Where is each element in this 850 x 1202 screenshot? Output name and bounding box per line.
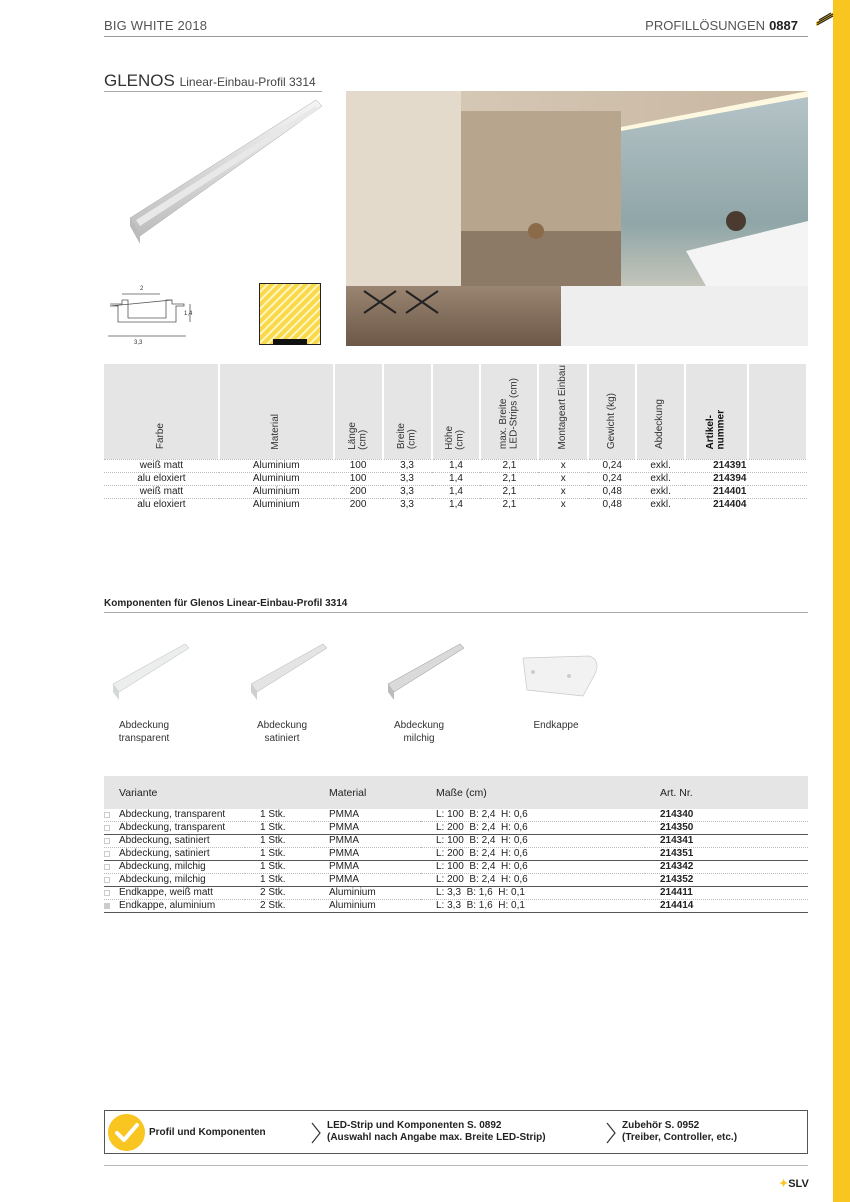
component-cover-transparent [94, 640, 194, 745]
cover-transparent-image [99, 640, 189, 705]
spec-row [104, 472, 807, 485]
cell-material: PMMA [314, 848, 421, 861]
component-cover-milky [369, 640, 469, 745]
header-masse: Maße (cm) [421, 776, 645, 809]
cell-gewicht: 0,48 [588, 498, 636, 511]
spec-row [104, 498, 807, 511]
footer-divider [104, 1165, 808, 1166]
cell-art: 214394 [685, 472, 748, 485]
spec-header-breite: Breite (cm) [383, 364, 432, 459]
cell-qty: 1 Stk. [245, 822, 314, 835]
components-divider [104, 612, 808, 613]
cell-gewicht: 0,24 [588, 459, 636, 472]
cell-art: 214404 [685, 498, 748, 511]
workflow-step-1: Profil und Komponenten [149, 1127, 266, 1138]
cell-montage: x [538, 498, 588, 511]
cover-milky-image [374, 640, 464, 705]
section-name: PROFILLÖSUNGEN [645, 18, 766, 33]
cell-masse: L: 200 B: 2,4 H: 0,6 [421, 848, 645, 861]
cell-laenge: 200 [334, 485, 383, 498]
cell-hoehe: 1,4 [432, 485, 481, 498]
workflow-step-3: Zubehör S. 0952 (Treiber, Controller, etc.) [622, 1120, 738, 1143]
dim-height-label: 1,4 [184, 311, 193, 317]
cell-material: Aluminium [314, 887, 421, 900]
row-checkbox [104, 890, 110, 896]
profile-product-image [126, 96, 326, 246]
component-label: satiniert [264, 733, 300, 744]
cell-art: 214350 [645, 822, 808, 835]
cell-art: 214340 [645, 809, 808, 822]
cell-breite: 3,3 [383, 485, 432, 498]
endcap-image [511, 640, 601, 705]
workflow-step-2: LED-Strip und Komponenten S. 0892 (Auswahl nach Angabe max. Breite LED-Strip) [327, 1120, 546, 1143]
product-subtitle: Linear-Einbau-Profil 3314 [179, 75, 316, 89]
cell-farbe: alu eloxiert [104, 472, 219, 485]
spec-header-max-breite: max. Breite LED-Strips (cm) [480, 364, 538, 459]
cell-qty: 1 Stk. [245, 848, 314, 861]
spec-header-row [104, 364, 807, 459]
spec-header-laenge: Länge (cm) [334, 364, 383, 459]
cell-material: Aluminium [314, 900, 421, 913]
cell-laenge: 100 [334, 472, 383, 485]
component-label: Abdeckung [393, 720, 445, 731]
cell-material: PMMA [314, 809, 421, 822]
page-number: 0887 [769, 18, 798, 33]
spec-table [104, 364, 808, 511]
cell-masse: L: 100 B: 2,4 H: 0,6 [421, 809, 645, 822]
component-endcap [506, 640, 606, 732]
cell-material: Aluminium [219, 485, 334, 498]
cell-qty: 2 Stk. [245, 887, 314, 900]
spec-header-abdeckung: Abdeckung [636, 364, 685, 459]
cell-maxb: 2,1 [480, 498, 538, 511]
component-label: Abdeckung [118, 720, 170, 731]
cell-art: 214401 [685, 485, 748, 498]
variant-row [104, 835, 808, 848]
cell-material: PMMA [314, 822, 421, 835]
cell-art: 214351 [645, 848, 808, 861]
variant-row [104, 874, 808, 887]
catalog-name: BIG WHITE 2018 [104, 18, 208, 33]
row-checkbox [104, 864, 110, 870]
header-art: Art. Nr. [645, 776, 808, 809]
cell-gewicht: 0,48 [588, 485, 636, 498]
cell-farbe: alu eloxiert [104, 498, 219, 511]
variant-row [104, 822, 808, 835]
cell-maxb: 2,1 [480, 485, 538, 498]
cell-abdeckung: exkl. [636, 485, 685, 498]
spec-header-empty [748, 364, 807, 459]
cell-hoehe: 1,4 [432, 498, 481, 511]
chevron-right-icon [606, 1122, 616, 1144]
row-checkbox [104, 825, 110, 831]
cell-art: 214341 [645, 835, 808, 848]
component-cover-satin [232, 640, 332, 745]
cell-laenge: 200 [334, 498, 383, 511]
slv-logo-icon: ✦SLV [779, 1178, 809, 1190]
spec-header-hoehe: Höhe (cm) [432, 364, 481, 459]
cell-empty [748, 485, 807, 498]
section-header [645, 18, 798, 33]
cell-material: Aluminium [219, 459, 334, 472]
spec-header-material: Material [219, 364, 334, 459]
cell-art: 214414 [645, 900, 808, 913]
variant-header-row [104, 776, 808, 809]
cell-variante: Abdeckung, transparent [104, 822, 245, 835]
spec-row [104, 459, 807, 472]
product-name: GLENOS [104, 71, 175, 90]
cell-breite: 3,3 [383, 498, 432, 511]
side-accent-bar [833, 0, 850, 1202]
cell-qty: 1 Stk. [245, 861, 314, 874]
components-title: Komponenten für Glenos Linear-Einbau-Profil 3314 [104, 598, 348, 609]
cover-satin-image [237, 640, 327, 705]
cell-variante: Abdeckung, milchig [104, 861, 245, 874]
cell-gewicht: 0,24 [588, 472, 636, 485]
component-label: Endkappe [533, 720, 579, 731]
cell-abdeckung: exkl. [636, 472, 685, 485]
cell-laenge: 100 [334, 459, 383, 472]
row-checkbox [104, 903, 110, 909]
cell-masse: L: 3,3 B: 1,6 H: 0,1 [421, 900, 645, 913]
cell-empty [748, 472, 807, 485]
cell-variante: Abdeckung, satiniert [104, 835, 245, 848]
cell-art: 214352 [645, 874, 808, 887]
spec-header-gewicht: Gewicht (kg) [588, 364, 636, 459]
cell-masse: L: 100 B: 2,4 H: 0,6 [421, 861, 645, 874]
cell-masse: L: 200 B: 2,4 H: 0,6 [421, 874, 645, 887]
cell-variante: Abdeckung, transparent [104, 809, 245, 822]
cell-qty: 1 Stk. [245, 809, 314, 822]
dim-outer-label: 3,3 [134, 340, 143, 346]
cell-material: Aluminium [219, 498, 334, 511]
cell-art: 214342 [645, 861, 808, 874]
checkmark-icon [108, 1114, 145, 1151]
variant-row [104, 809, 808, 822]
cell-hoehe: 1,4 [432, 472, 481, 485]
header-material: Material [314, 776, 421, 809]
cell-masse: L: 200 B: 2,4 H: 0,6 [421, 822, 645, 835]
spec-row [104, 485, 807, 498]
cell-maxb: 2,1 [480, 472, 538, 485]
cell-hoehe: 1,4 [432, 459, 481, 472]
component-label: transparent [118, 733, 170, 744]
cell-material: PMMA [314, 861, 421, 874]
cell-montage: x [538, 485, 588, 498]
row-checkbox [104, 877, 110, 883]
cell-masse: L: 100 B: 2,4 H: 0,6 [421, 835, 645, 848]
light-beam-pattern [259, 283, 321, 345]
row-checkbox [104, 851, 110, 857]
component-label: Abdeckung [256, 720, 308, 731]
variant-row [104, 861, 808, 874]
component-label: milchig [403, 733, 435, 744]
spec-header-artikel: Artikel- nummer [685, 364, 748, 459]
cell-masse: L: 3,3 B: 1,6 H: 0,1 [421, 887, 645, 900]
cell-variante: Endkappe, weiß matt [104, 887, 245, 900]
product-title [104, 71, 316, 91]
cell-farbe: weiß matt [104, 459, 219, 472]
row-checkbox [104, 838, 110, 844]
header-divider [104, 36, 808, 37]
row-checkbox [104, 812, 110, 818]
cell-empty [748, 498, 807, 511]
dimension-drawing [104, 282, 198, 346]
dim-width-label: 2 [140, 286, 144, 292]
section-logo-icon [814, 8, 836, 30]
variant-row [104, 900, 808, 913]
cell-abdeckung: exkl. [636, 498, 685, 511]
cell-breite: 3,3 [383, 472, 432, 485]
cell-art: 214411 [645, 887, 808, 900]
variant-table [104, 776, 808, 913]
cell-qty: 1 Stk. [245, 874, 314, 887]
spec-header-montage: Montageart Einbau [538, 364, 588, 459]
cell-variante: Endkappe, aluminium [104, 900, 245, 913]
variant-row [104, 848, 808, 861]
cell-material: PMMA [314, 874, 421, 887]
cell-variante: Abdeckung, satiniert [104, 848, 245, 861]
cell-empty [748, 459, 807, 472]
cell-art: 214391 [685, 459, 748, 472]
chevron-right-icon [311, 1122, 321, 1144]
cell-montage: x [538, 459, 588, 472]
spec-header-farbe: Farbe [104, 364, 219, 459]
title-underline [104, 91, 322, 92]
cell-farbe: weiß matt [104, 485, 219, 498]
cell-abdeckung: exkl. [636, 459, 685, 472]
cell-material: Aluminium [219, 472, 334, 485]
application-room-photo [346, 91, 808, 346]
cell-qty: 1 Stk. [245, 835, 314, 848]
variant-row [104, 887, 808, 900]
cell-maxb: 2,1 [480, 459, 538, 472]
cell-breite: 3,3 [383, 459, 432, 472]
cell-variante: Abdeckung, milchig [104, 874, 245, 887]
cell-montage: x [538, 472, 588, 485]
cell-qty: 2 Stk. [245, 900, 314, 913]
cell-material: PMMA [314, 835, 421, 848]
header-variante: Variante [104, 776, 314, 809]
